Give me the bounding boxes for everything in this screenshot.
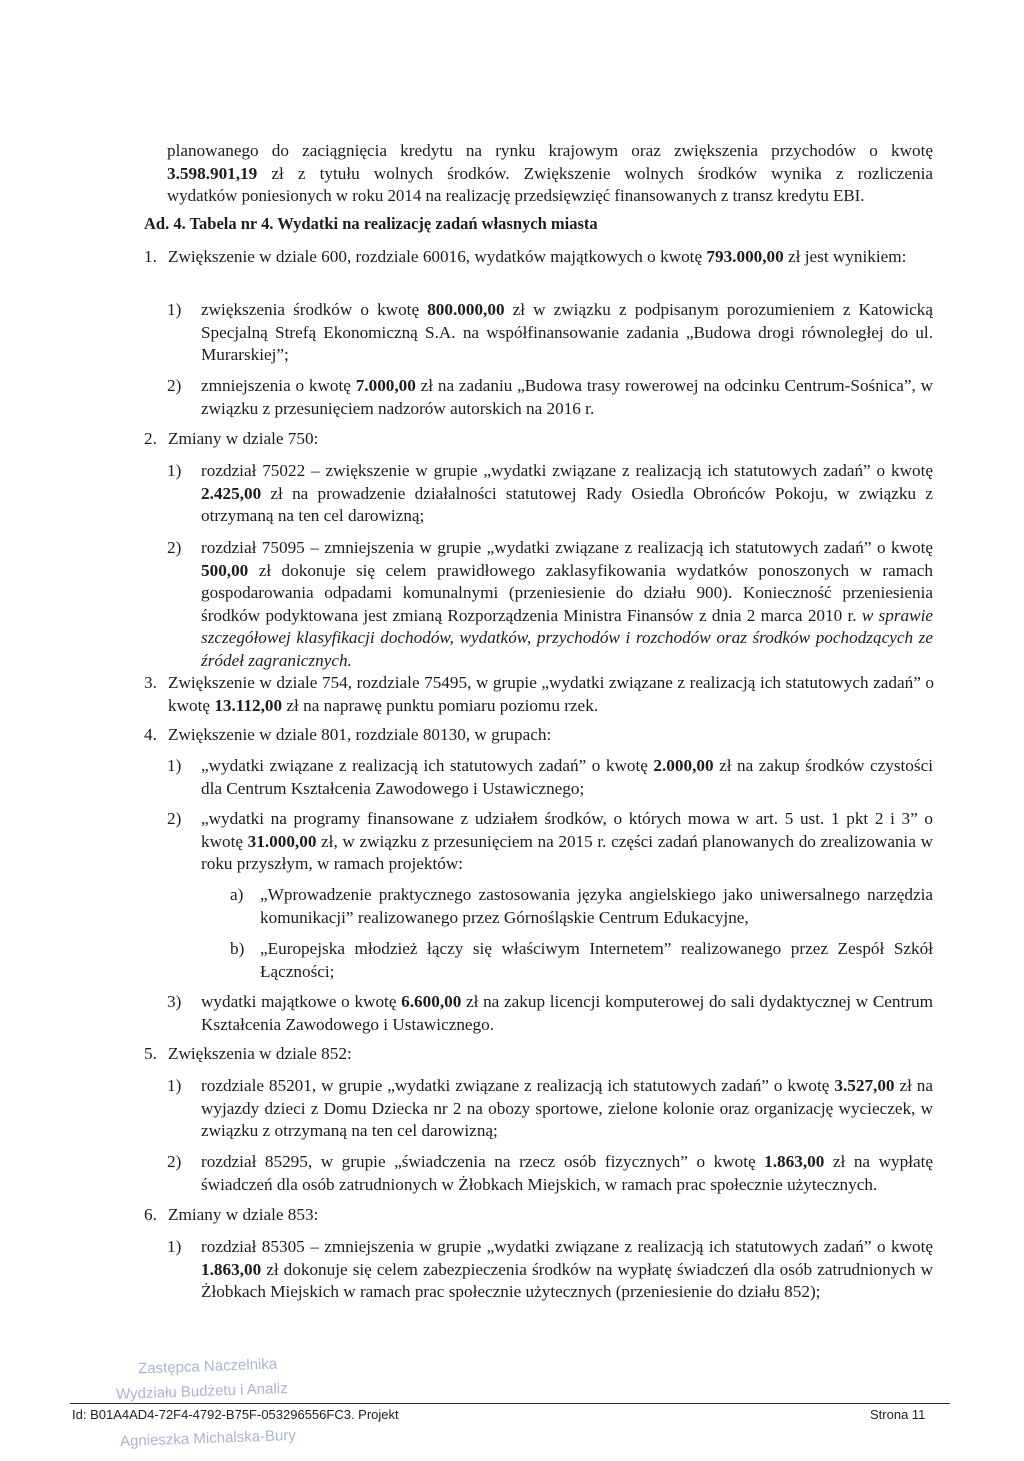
s1-i1-a: zwiększenia środków o kwotę	[201, 300, 428, 319]
s4-i3-b: zł na zakup licencji komputerowej do sali dydaktycznej w Centrum Kształcenia Zawodowego i Ustawicznego.	[201, 992, 933, 1034]
s1-i1-amount: 800.000,00	[427, 300, 505, 319]
s4-i1-number: 1)	[167, 756, 182, 775]
intro-paragraph	[167, 140, 933, 208]
footer-document-id: Id: B01A4AD4-72F4-4792-B75F-053296556FC3. Projekt	[72, 1407, 399, 1422]
footer-divider	[70, 1403, 950, 1404]
s5-i2-b: zł na wypłatę świadczeń dla osób zatrudnionych w Żłobkach Miejskich, w ramach prac społecznie użytecznych.	[201, 1152, 933, 1194]
s2-i1-amount: 2.425,00	[201, 483, 262, 503]
s1-i2-text	[201, 375, 933, 420]
s2-i2-text	[201, 537, 933, 672]
stamp-line-1: Zastępca Naczelnika	[137, 1355, 278, 1378]
s2-i1-a: rozdział 75022 – zwiększenie w grupie „wydatki związane z realizacją ich statutowych zadań” o kwotę	[201, 461, 933, 480]
s4-i2-b: zł, w związku z przesunięciem na 2015 r. części zadań planowanych do zrealizowania w roku przyszłym, w ramach projektów:	[201, 831, 933, 873]
s4-ib-letter: b)	[230, 939, 245, 958]
section-1-number: 1.	[144, 247, 157, 266]
s3-a: Zwiększenie w dziale 754, rozdziale 75495, w grupie „wydatki związane z realizacją ich statutowych zadań” o kwotę	[168, 673, 934, 715]
s5-i1-b: zł na wyjazdy dzieci z Domu Dziecka nr 2 na obozy sportowe, zielone kolonie oraz organizację wycieczek, w związku z otrzymaną na ten cel darowizną;	[201, 1076, 933, 1140]
section-4-title: Zwiększenie w dziale 801, rozdziale 80130, w grupach:	[168, 725, 552, 744]
s5-i2-amount: 1.863,00	[764, 1152, 825, 1171]
intro-line-2	[167, 163, 933, 186]
s5-i1-amount: 3.527,00	[834, 1076, 895, 1095]
s4-i1-text	[201, 755, 933, 800]
section-4-number: 4.	[144, 725, 157, 744]
stamp-line-3: Agnieszka Michalska-Bury	[119, 1426, 297, 1451]
section-2-title: Zmiany w dziale 750:	[168, 429, 319, 448]
s5-i2-a: rozdział 85295, w grupie „świadczenia na rzecz osób fizycznych” o kwotę	[201, 1152, 765, 1171]
s4-i2-amount: 31.000,00	[247, 831, 317, 851]
intro-line-3: wydatków poniesionych w roku 2014 na realizację przedsięwzięć finansowanych z transz kredytu EBI.	[167, 186, 865, 205]
s6-i1-text	[201, 1236, 933, 1304]
s4-i1-b: zł na zakup środków czystości dla Centrum Kształcenia Zawodowego i Ustawicznego;	[201, 756, 933, 798]
s2-i2-number: 2)	[167, 538, 182, 557]
section-heading: Ad. 4. Tabela nr 4. Wydatki na realizację zadań własnych miasta	[144, 214, 598, 233]
s4-i3-text	[201, 991, 933, 1036]
s4-i2-text	[201, 808, 933, 876]
s2-i2-italic: w sprawie szczegółowej klasyfikacji dochodów, wydatków, przychodów i rozchodów oraz środków pochodzących ze źródeł zagranicznych.	[201, 605, 933, 670]
section-2-number: 2.	[144, 429, 157, 448]
s2-i2-b: zł dokonuje się celem prawidłowego zaklasyfikowania wydatków ponoszonych w ramach gospodarowania odpadami komunalnymi (przeniesienie do działu 900). Konieczność przeniesienia środków podyktowana jest zmianą Rozporządzenia Ministra Finansów z dnia 2 marca 2010 r.	[201, 560, 933, 625]
section-6-number: 6.	[144, 1205, 157, 1224]
s6-i1-b: zł dokonuje się celem zabezpieczenia środków na wypłatę świadczeń dla osób zatrudnionych w Żłobkach Miejskich w ramach prac społecznie użytecznych (przeniesienie do działu 852);	[201, 1259, 933, 1301]
s4-ia-text: „Wprowadzenie praktycznego zastosowania języka angielskiego jako uniwersalnego narzędzia komunikacji” realizowanego przez Górnośląskie Centrum Edukacyjne,	[260, 885, 933, 927]
s2-i1-number: 1)	[167, 461, 182, 480]
s6-i1-amount: 1.863,00	[201, 1259, 262, 1279]
s1-i2-b: zł na zadaniu „Budowa trasy rowerowej na odcinku Centrum-Sośnica”, w związku z przesunięciem nadzorów autorskich na 2016 r.	[201, 376, 933, 418]
s2-i2-amount: 500,00	[201, 560, 249, 580]
section-3-number: 3.	[144, 673, 157, 692]
section-1-text	[168, 246, 934, 269]
s2-i2-a: rozdział 75095 – zmniejszenia w grupie „wydatki związane z realizacją ich statutowych zadań” o kwotę	[201, 538, 933, 557]
s5-i1-text	[201, 1075, 933, 1143]
s4-ia-letter: a)	[230, 885, 244, 904]
footer-page-number: Strona 11	[870, 1407, 926, 1422]
s1-text-a: Zwiększenie w dziale 600, rozdziale 60016, wydatków majątkowych o kwotę	[168, 247, 707, 266]
s5-i1-a: rozdziale 85201, w grupie „wydatki związane z realizacją ich statutowych zadań” o kwotę	[201, 1076, 835, 1095]
section-5-number: 5.	[144, 1044, 157, 1063]
s1-i2-amount: 7.000,00	[355, 376, 416, 395]
s2-i1-b: zł na prowadzenie działalności statutowej Rady Osiedla Obrońców Pokoju, w związku z otrzymaną na ten cel darowizną;	[201, 483, 933, 525]
s4-ib-text: „Europejska młodzież łączy się właściwym Internetem” realizowanego przez Zespół Szkół Łączności;	[260, 939, 933, 981]
s4-i1-a: „wydatki związane z realizacją ich statutowych zadań” o kwotę	[201, 756, 654, 775]
intro-line-2-text: zł z tytułu wolnych środków. Zwiększenie wolnych środków wynika z rozliczenia	[257, 163, 933, 183]
s6-i1-a: rozdział 85305 – zmniejszenia w grupie „wydatki związane z realizacją ich statutowych zadań” o kwotę	[201, 1237, 933, 1256]
s1-i1-text	[201, 299, 933, 367]
s5-i2-text	[201, 1151, 933, 1196]
s1-i1-number: 1)	[167, 300, 182, 319]
s4-i3-amount: 6.600,00	[401, 992, 462, 1011]
s4-i1-amount: 2.000,00	[653, 756, 714, 775]
stamp-line-2: Wydziału Budżetu i Analiz	[115, 1380, 288, 1403]
section-6-title: Zmiany w dziale 853:	[168, 1205, 319, 1224]
s1-i2-a: zmniejszenia o kwotę	[201, 376, 356, 395]
s3-amount: 13.112,00	[214, 695, 283, 715]
s1-amount: 793.000,00	[706, 247, 784, 266]
s1-i1-b: zł w związku z podpisanym porozumieniem z Katowicką Specjalną Strefą Ekonomiczną S.A. na współfinansowanie zadania „Budowa drogi równoległej do ul. Murarskiej”;	[201, 300, 933, 364]
section-3-text	[168, 672, 934, 717]
s4-i2-number: 2)	[167, 809, 182, 828]
s2-i1-text	[201, 460, 933, 528]
s4-i3-number: 3)	[167, 992, 182, 1011]
section-5-title: Zwiększenia w dziale 852:	[168, 1044, 352, 1063]
intro-amount: 3.598.901,19	[167, 163, 258, 183]
s4-i2-a: „wydatki na programy finansowane z udziałem środków, o których mowa w art. 5 ust. 1 pkt 2 i 3” o kwotę	[201, 809, 933, 851]
s1-i2-number: 2)	[167, 376, 182, 395]
intro-line-1: planowanego do zaciągnięcia kredytu na rynku krajowym oraz zwiększenia przychodów o kwotę	[167, 141, 933, 160]
s5-i1-number: 1)	[167, 1076, 182, 1095]
s3-b: zł na naprawę punktu pomiaru poziomu rzek.	[282, 695, 599, 715]
s6-i1-number: 1)	[167, 1237, 182, 1256]
s1-text-b: zł jest wynikiem:	[783, 247, 907, 266]
s5-i2-number: 2)	[167, 1152, 182, 1171]
s4-i3-a: wydatki majątkowe o kwotę	[201, 992, 402, 1011]
